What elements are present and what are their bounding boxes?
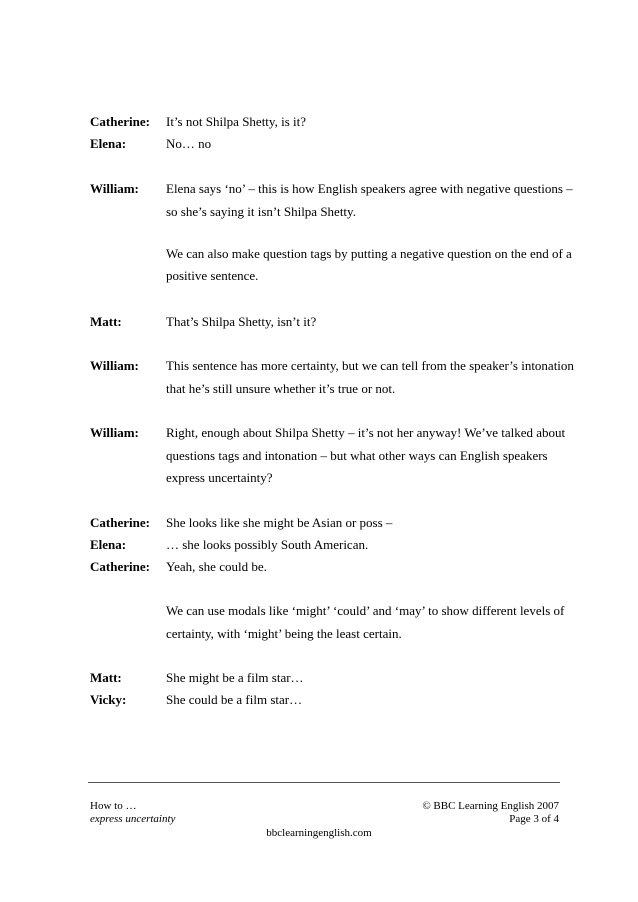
speaker-label: William: xyxy=(90,425,139,440)
speaker-label: Catherine: xyxy=(90,559,150,574)
speaker-label: Elena: xyxy=(90,136,127,151)
dialogue-line: Yeah, she could be. xyxy=(166,559,267,574)
dialogue-line: so she’s saying it isn’t Shilpa Shetty. xyxy=(166,204,356,219)
speaker-label: William: xyxy=(90,358,139,373)
footer-copyright: © BBC Learning English 2007 xyxy=(422,800,559,812)
dialogue-line: She looks like she might be Asian or poss – xyxy=(166,515,393,530)
footer-divider xyxy=(88,782,560,783)
dialogue-line: questions tags and intonation – but what other ways can English speakers xyxy=(166,448,548,463)
speaker-label: Matt: xyxy=(90,314,122,329)
dialogue-line: Elena says ‘no’ – this is how English speakers agree with negative questions – xyxy=(166,181,573,196)
footer-series-title: How to … xyxy=(90,800,137,812)
footer-page-number: Page 3 of 4 xyxy=(509,813,559,825)
dialogue-line: No… no xyxy=(166,136,212,151)
dialogue-line: That’s Shilpa Shetty, isn’t it? xyxy=(166,314,317,329)
speaker-label: Vicky: xyxy=(90,692,127,707)
speaker-label: Catherine: xyxy=(90,515,150,530)
dialogue-line: express uncertainty? xyxy=(166,470,273,485)
dialogue-line: We can also make question tags by putting a negative question on the end of a xyxy=(166,246,572,261)
speaker-label: Elena: xyxy=(90,537,127,552)
footer-website: bbclearningenglish.com xyxy=(266,827,372,839)
dialogue-line: that he’s still unsure whether it’s true or not. xyxy=(166,381,396,396)
speaker-label: Matt: xyxy=(90,670,122,685)
dialogue-line: She might be a film star… xyxy=(166,670,304,685)
dialogue-line: She could be a film star… xyxy=(166,692,303,707)
speaker-label: Catherine: xyxy=(90,114,150,129)
dialogue-line: Right, enough about Shilpa Shetty – it’s not her anyway! We’ve talked about xyxy=(166,425,566,440)
dialogue-line: … she looks possibly South American. xyxy=(166,537,369,552)
dialogue-line: This sentence has more certainty, but we can tell from the speaker’s intonation xyxy=(166,358,574,373)
dialogue-line: positive sentence. xyxy=(166,268,259,283)
dialogue-line: certainty, with ‘might’ being the least certain. xyxy=(166,626,402,641)
dialogue-line: It’s not Shilpa Shetty, is it? xyxy=(166,114,306,129)
dialogue-line: We can use modals like ‘might’ ‘could’ and ‘may’ to show different levels of xyxy=(166,603,565,618)
footer-topic: express uncertainty xyxy=(90,813,176,825)
speaker-label: William: xyxy=(90,181,139,196)
